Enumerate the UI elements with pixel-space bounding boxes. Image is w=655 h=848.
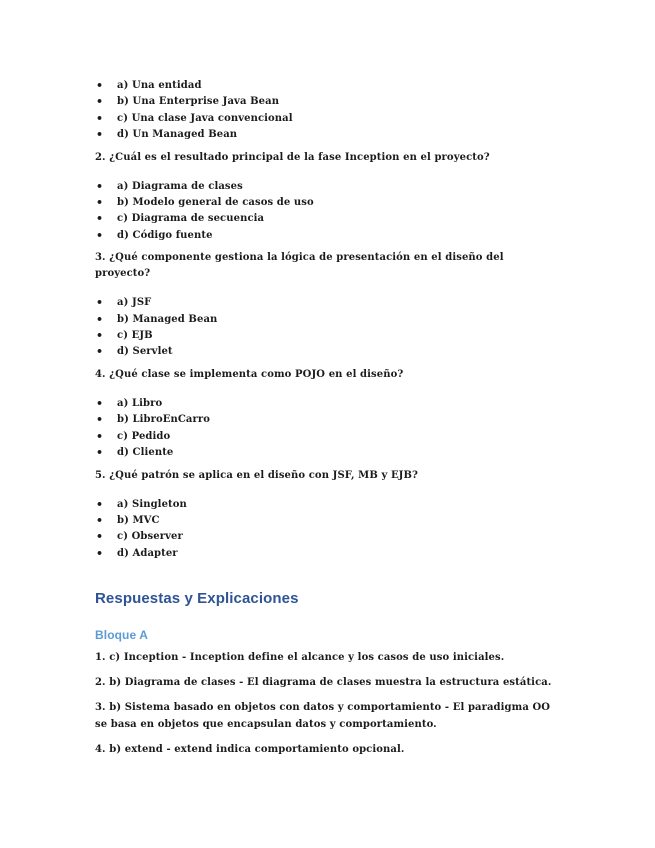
option-item: • b) Modelo general de casos de uso (95, 195, 557, 211)
question-text: 2. ¿Cuál es el resultado principal de la fase Inception en el proyecto? (95, 151, 490, 163)
option-item: • c) Diagrama de secuencia (95, 211, 557, 227)
option-item: • d) Adapter (95, 546, 557, 562)
options-list (95, 396, 557, 462)
option-item: • b) Una Enterprise Java Bean (95, 94, 557, 110)
question-block-5 (95, 468, 557, 563)
question-text: 5. ¿Qué patrón se aplica en el diseño con JSF, MB y EJB? (95, 469, 419, 481)
options-list (95, 295, 557, 361)
option-item: • a) Diagrama de clases (95, 179, 557, 195)
question-text: 4. ¿Qué clase se implementa como POJO en el diseño? (95, 368, 404, 380)
options-list (95, 497, 557, 563)
option-item: • a) Singleton (95, 497, 557, 513)
option-item: • d) Código fuente (95, 228, 557, 244)
options-list (95, 179, 557, 245)
option-item: • a) Una entidad (95, 78, 557, 94)
answers-list (95, 650, 557, 758)
option-item: • a) JSF (95, 295, 557, 311)
answer-item: 1. c) Inception - Inception define el alcance y los casos de uso iniciales. (95, 652, 505, 664)
question1-options-list (95, 78, 557, 144)
option-item: • c) Una clase Java convencional (95, 111, 557, 127)
question-block-3 (95, 250, 557, 361)
block-a-subtitle: Bloque A (95, 628, 149, 643)
option-item: • d) Cliente (95, 445, 557, 461)
question-block-4 (95, 367, 557, 462)
option-item: • d) Un Managed Bean (95, 127, 557, 143)
option-item: • c) Observer (95, 529, 557, 545)
answer-item: 3. b) Sistema basado en objetos con datos y comportamiento - El paradigma OO se basa en objetos que encapsulan datos y comportamiento. (95, 702, 551, 730)
option-item: • b) MVC (95, 513, 557, 529)
answers-section-title: Respuestas y Explicaciones (95, 590, 299, 608)
answer-item: 4. b) extend - extend indica comportamiento opcional. (95, 743, 405, 755)
option-item: • c) Pedido (95, 429, 557, 445)
question-block-2 (95, 150, 557, 245)
option-item: • b) LibroEnCarro (95, 412, 557, 428)
option-item: • a) Libro (95, 396, 557, 412)
option-item: • b) Managed Bean (95, 312, 557, 328)
option-item: • c) EJB (95, 328, 557, 344)
question-text: 3. ¿Qué componente gestiona la lógica de presentación en el diseño del proyecto? (95, 252, 504, 280)
answer-item: 2. b) Diagrama de clases - El diagrama de clases muestra la estructura estática. (95, 677, 552, 689)
option-item: • d) Servlet (95, 344, 557, 360)
